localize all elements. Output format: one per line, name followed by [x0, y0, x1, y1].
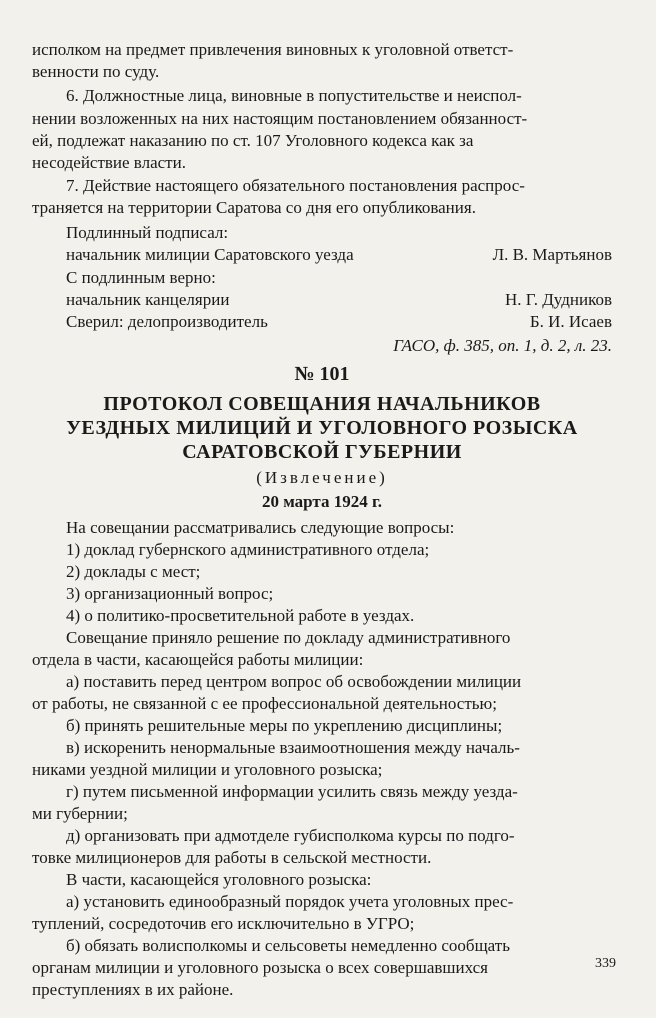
text-line: товке милиционеров для работы в сельской местности. [32, 848, 432, 867]
text-line: Совещание приняло решение по докладу административного [66, 628, 511, 647]
text-line: в) искоренить ненормальные взаимоотношения между началь- [66, 738, 520, 757]
text-line: г) путем письменной информации усилить связь между уезда- [66, 782, 518, 801]
text-line: органам милиции и уголовного розыска о всех совершавшихся [32, 958, 488, 977]
signature-row [66, 245, 612, 265]
text-line: На совещании рассматривались следующие вопросы: [66, 518, 455, 537]
true-copy-label: С подлинным верно: [66, 268, 216, 287]
signatory-title: Сверил: делопроизводитель [66, 312, 268, 331]
archive-reference: ГАСО, ф. 385, оп. 1, д. 2, л. 23. [393, 336, 612, 355]
document-date: 20 марта 1924 г. [261, 492, 383, 511]
text-line: а) поставить перед центром вопрос об освобождении милиции [66, 672, 522, 691]
text-line: б) обязать волисполкомы и сельсоветы немедленно сообщать [66, 936, 510, 955]
text-line: 6. Должностные лица, виновные в попустительстве и неиспол- [66, 86, 522, 105]
text-line: ми губернии; [32, 804, 128, 823]
signatory-title: начальник милиции Саратовского уезда [66, 245, 354, 264]
text-line: от работы, не связанной с ее профессиональной деятельностью; [32, 694, 497, 713]
document-number: № 101 [294, 363, 350, 385]
document-title: САРАТОВСКОЙ ГУБЕРНИИ [182, 441, 462, 463]
text-line: 3) организационный вопрос; [66, 584, 274, 603]
extract-label: (Извлечение) [256, 468, 388, 487]
signature-row [66, 312, 612, 332]
text-line: 4) о политико-просветительной работе в уездах. [66, 606, 415, 625]
signatory-name: Б. И. Исаев [529, 312, 612, 331]
signatory-name: Н. Г. Дудников [505, 290, 612, 309]
signatory-title: начальник канцелярии [66, 290, 230, 309]
signed-label: Подлинный подписал: [66, 223, 229, 242]
text-line: никами уездной милиции и уголовного розыска; [32, 760, 383, 779]
text-line: венности по суду. [32, 62, 160, 81]
text-line: нении возложенных на них настоящим постановлением обязанност- [32, 109, 528, 128]
text-line: а) установить единообразный порядок учета уголовных прес- [66, 892, 514, 911]
text-line: несодействие власти. [32, 153, 186, 172]
text-line: б) принять решительные меры по укреплению дисциплины; [66, 716, 503, 735]
text-line: 7. Действие настоящего обязательного постановления распрос- [66, 176, 525, 195]
text-line: В части, касающейся уголовного розыска: [66, 870, 372, 889]
text-line: туплений, сосредоточив его исключительно в УГРО; [32, 914, 415, 933]
text-line: преступлениях в их районе. [32, 980, 234, 999]
text-line: исполком на предмет привлечения виновных к уголовной ответст- [32, 40, 514, 59]
text-line: ей, подлежат наказанию по ст. 107 Уголовного кодекса как за [32, 131, 474, 150]
text-line: 1) доклад губернского административного отдела; [66, 540, 430, 559]
text-line: д) организовать при адмотделе губисполкома курсы по подго- [66, 826, 515, 845]
document-title: ПРОТОКОЛ СОВЕЩАНИЯ НАЧАЛЬНИКОВ [103, 393, 541, 415]
text-line: 2) доклады с мест; [66, 562, 201, 581]
document-title: УЕЗДНЫХ МИЛИЦИЙ И УГОЛОВНОГО РОЗЫСКА [66, 417, 578, 439]
text-line: отдела в части, касающейся работы милиции: [32, 650, 364, 669]
signature-row [66, 290, 612, 310]
text-line: траняется на территории Саратова со дня его опубликования. [32, 198, 476, 217]
signatory-name: Л. В. Мартьянов [492, 245, 612, 264]
page-number: 339 [595, 956, 616, 971]
